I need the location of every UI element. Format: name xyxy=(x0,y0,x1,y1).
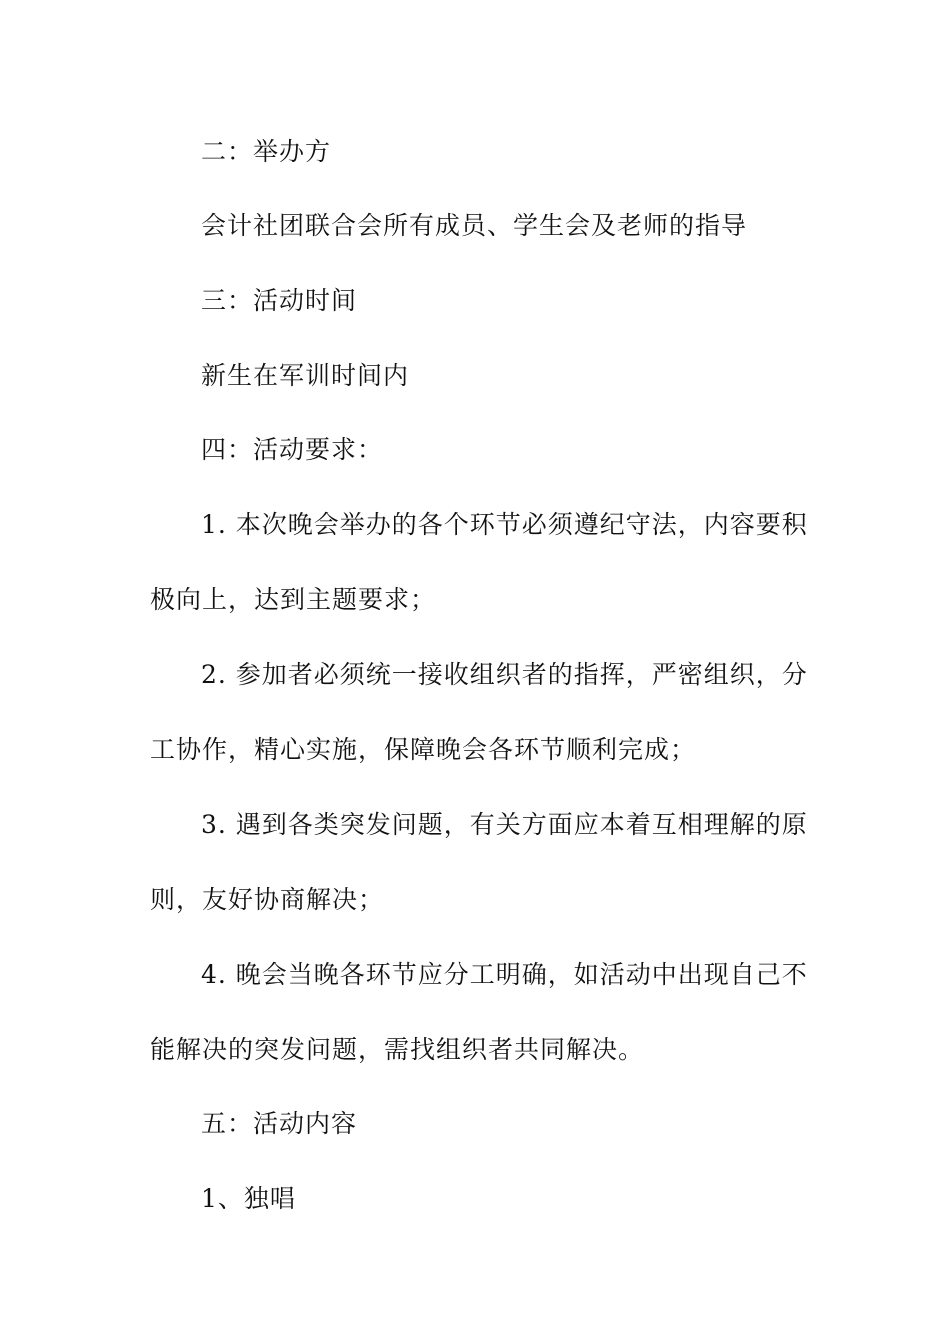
time-text: 新生在军训时间内 xyxy=(201,361,410,390)
section-heading-time: 三：活动时间 xyxy=(201,286,358,315)
requirement-1-line-1: 1. 本次晚会举办的各个环节必须遵纪守法，内容要积 xyxy=(201,510,808,539)
requirement-3-line-1: 3. 遇到各类突发问题，有关方面应本着互相理解的原 xyxy=(201,810,808,839)
section-heading-content: 五：活动内容 xyxy=(201,1109,358,1138)
requirement-4-line-2: 能解决的突发问题，需找组织者共同解决。 xyxy=(150,1035,645,1064)
section-heading-requirements: 四：活动要求： xyxy=(201,435,384,464)
requirement-4-line-1: 4. 晚会当晚各环节应分工明确，如活动中出现自己不 xyxy=(201,960,808,989)
requirement-1-line-2: 极向上，达到主题要求； xyxy=(150,585,437,614)
section-heading-organizer: 二：举办方 xyxy=(201,137,332,166)
content-item-1: 1、独唱 xyxy=(201,1184,296,1213)
requirement-2-line-1: 2. 参加者必须统一接收组织者的指挥，严密组织，分 xyxy=(201,660,808,689)
requirement-3-line-2: 则，友好协商解决； xyxy=(150,885,385,914)
requirement-2-line-2: 工协作，精心实施，保障晚会各环节顺利完成； xyxy=(150,735,697,764)
organizer-text: 会计社团联合会所有成员、学生会及老师的指导 xyxy=(201,211,748,240)
